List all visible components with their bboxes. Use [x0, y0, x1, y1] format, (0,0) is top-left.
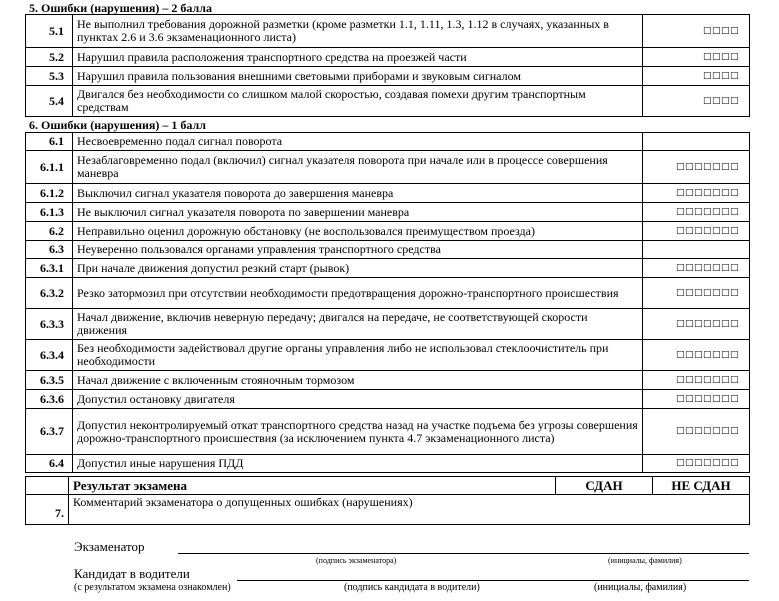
table-row — [26, 409, 750, 455]
row-text: Несвоевременно подал сигнал поворота — [73, 133, 643, 151]
row-number: 6.3 — [26, 241, 73, 259]
row-number: 6.1.1 — [26, 151, 73, 184]
candidate-acknowledgement: (с результатом экзамена ознакомлен) — [74, 582, 231, 593]
row-text: Начал движение, включив неверную передачу; двигался на передаче, не соответствующей скорости движения — [73, 309, 643, 340]
row-text: Незаблаговременно подал (включил) сигнал указателя поворота при начале или в процессе совершения маневра — [73, 151, 643, 184]
section-5-title: 5. Ошибки (нарушения) – 2 балла — [29, 1, 212, 15]
result-table — [25, 476, 750, 525]
row-text: Допустил остановку двигателя — [73, 390, 643, 409]
section-6-table — [25, 132, 750, 473]
row-number: 5.1 — [26, 15, 73, 48]
table-row — [26, 390, 750, 409]
row-text: Начал движение с включенным стояночным тормозом — [73, 371, 643, 390]
row-text: Нарушил правила пользования внешними световыми приборами и звуковым сигналом — [73, 67, 643, 86]
section-6-title: 6. Ошибки (нарушения) – 1 балл — [29, 118, 206, 132]
row-number: 6.3.5 — [26, 371, 73, 390]
result-row — [26, 477, 750, 495]
row-number: 6.1.3 — [26, 203, 73, 222]
comment-field[interactable] — [69, 495, 750, 525]
score-checkboxes[interactable]: □□□□□□□ — [643, 390, 750, 409]
row-number: 5.3 — [26, 67, 73, 86]
row-text: Допустил неконтролируемый откат транспортного средства назад на участке подъема без угрозы совершения дорожно-транспортного происшествия (за исключением пункта 4.7 экзаменационного листа) — [73, 409, 643, 455]
examiner-name-caption: (инициалы, фамилия) — [608, 556, 682, 565]
examiner-signature-line[interactable] — [178, 553, 749, 554]
table-row — [26, 309, 750, 340]
table-row — [26, 222, 750, 241]
row-number: 6.1 — [26, 133, 73, 151]
row-number: 5.4 — [26, 86, 73, 117]
row-number: 6.3.1 — [26, 259, 73, 278]
row-number: 5.2 — [26, 48, 73, 67]
row-number: 6.3.4 — [26, 340, 73, 371]
row-number: 6.3.3 — [26, 309, 73, 340]
score-checkboxes[interactable]: □□□□ — [643, 86, 750, 117]
score-checkboxes[interactable]: □□□□□□□ — [643, 259, 750, 278]
row-number: 6.1.2 — [26, 184, 73, 203]
row-number: 6.4 — [26, 455, 73, 473]
row-text: Без необходимости задействовал другие органы управления либо не использовал стеклоочиститель при необходимости — [73, 340, 643, 371]
pass-cell[interactable]: СДАН — [556, 477, 653, 495]
score-checkboxes[interactable]: □□□□□□□ — [643, 409, 750, 455]
row-number: 6.2 — [26, 222, 73, 241]
candidate-label: Кандидат в водители — [74, 566, 190, 581]
score-checkboxes[interactable]: □□□□□□□ — [643, 222, 750, 241]
row-text: Выключил сигнал указателя поворота до завершения маневра — [73, 184, 643, 203]
examiner-signature-caption: (подпись экзаменатора) — [316, 556, 397, 565]
score-checkboxes[interactable]: □□□□ — [643, 48, 750, 67]
table-row — [26, 278, 750, 309]
score-checkboxes — [643, 241, 750, 259]
score-checkboxes[interactable]: □□□□□□□ — [643, 371, 750, 390]
table-row — [26, 340, 750, 371]
table-row — [26, 455, 750, 473]
row-text: Двигался без необходимости со слишком малой скоростью, создавая помехи другим транспортным средствам — [73, 86, 643, 117]
row-number: 6.3.2 — [26, 278, 73, 309]
table-row — [26, 48, 750, 67]
comment-number: 7. — [26, 495, 69, 525]
table-row — [26, 259, 750, 278]
candidate-signature-line[interactable] — [237, 580, 749, 581]
score-checkboxes — [643, 133, 750, 151]
examiner-label: Экзаменатор — [74, 539, 145, 554]
score-checkboxes[interactable]: □□□□□□□ — [643, 340, 750, 371]
row-text: Допустил иные нарушения ПДД — [73, 455, 643, 473]
score-checkboxes[interactable]: □□□□□□□ — [643, 455, 750, 473]
score-checkboxes[interactable]: □□□□ — [643, 15, 750, 48]
result-blank-cell — [26, 477, 69, 495]
table-row — [26, 15, 750, 48]
table-row — [26, 151, 750, 184]
comment-row — [26, 495, 750, 525]
score-checkboxes[interactable]: □□□□□□□ — [643, 151, 750, 184]
table-row — [26, 203, 750, 222]
row-number: 6.3.7 — [26, 409, 73, 455]
table-row — [26, 86, 750, 117]
section-5-table — [25, 14, 750, 117]
table-row — [26, 133, 750, 151]
comment-label: Комментарий экзаменатора о допущенных ошибках (нарушениях) — [73, 495, 413, 509]
table-row — [26, 184, 750, 203]
score-checkboxes[interactable]: □□□□□□□ — [643, 278, 750, 309]
row-text: Не выполнил требования дорожной разметки (кроме разметки 1.1, 1.11, 1.3, 1.12 в случаях, указанных в пунктах 2.6 и 3.6 экзаменационного листа) — [73, 15, 643, 48]
score-checkboxes[interactable]: □□□□ — [643, 67, 750, 86]
row-text: Неуверенно пользовался органами управления транспортного средства — [73, 241, 643, 259]
table-row — [26, 67, 750, 86]
table-row — [26, 371, 750, 390]
score-checkboxes[interactable]: □□□□□□□ — [643, 309, 750, 340]
score-checkboxes[interactable]: □□□□□□□ — [643, 184, 750, 203]
score-checkboxes[interactable]: □□□□□□□ — [643, 203, 750, 222]
table-row — [26, 241, 750, 259]
row-number: 6.3.6 — [26, 390, 73, 409]
candidate-signature-caption: (подпись кандидата в водители) — [344, 582, 480, 593]
row-text: Не выключил сигнал указателя поворота по завершении маневра — [73, 203, 643, 222]
fail-cell[interactable]: НЕ СДАН — [653, 477, 750, 495]
result-label: Результат экзамена — [69, 477, 556, 495]
candidate-name-caption: (инициалы, фамилия) — [594, 582, 687, 593]
row-text: Нарушил правила расположения транспортного средства на проезжей части — [73, 48, 643, 67]
row-text: При начале движения допустил резкий старт (рывок) — [73, 259, 643, 278]
row-text: Неправильно оценил дорожную обстановку (не воспользовался преимуществом проезда) — [73, 222, 643, 241]
row-text: Резко затормозил при отсутствии необходимости предотвращения дорожно-транспортного происшествия — [73, 278, 643, 309]
